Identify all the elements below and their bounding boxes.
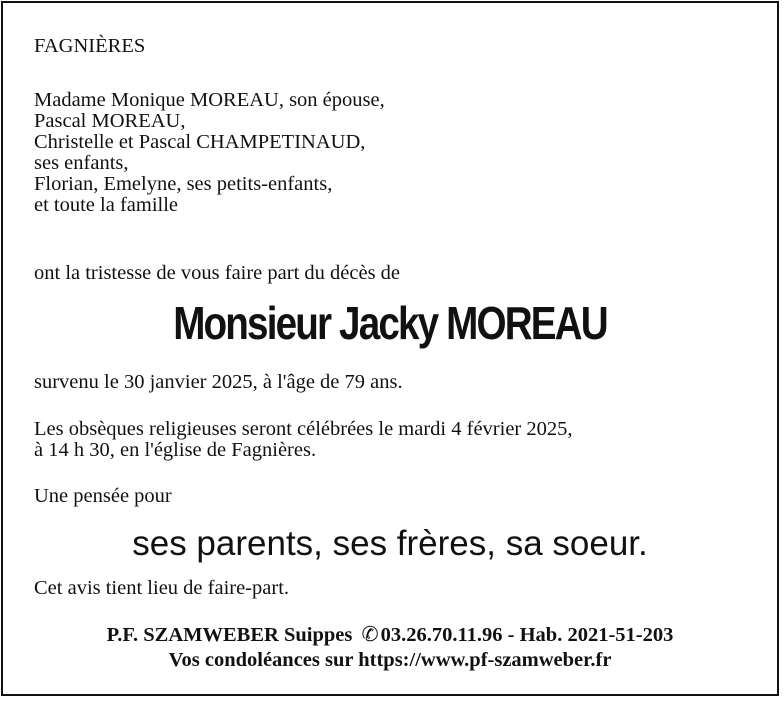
family-line: Christelle et Pascal CHAMPETINAUD, <box>34 131 366 153</box>
family-line: Pascal MOREAU, <box>34 110 186 132</box>
company-name: P.F. SZAMWEBER Suippes <box>106 624 353 646</box>
family-line: Florian, Emelyne, ses petits-enfants, <box>34 173 333 195</box>
funeral-home-footer <box>3 623 777 673</box>
thought-intro: Une pensée pour <box>34 485 172 507</box>
funeral-info <box>34 419 573 461</box>
family-list <box>34 90 385 216</box>
deceased-name: Monsieur Jacky MOREAU <box>173 297 607 349</box>
town-heading: FAGNIÈRES <box>34 35 146 57</box>
telephone-icon: ✆ <box>361 624 379 646</box>
funeral-line: à 14 h 30, en l'église de Fagnières. <box>34 439 317 461</box>
obituary-notice <box>1 1 779 696</box>
announcement-text: ont la tristesse de vous faire part du décès de <box>34 262 401 284</box>
avis-text: Cet avis tient lieu de faire-part. <box>34 577 290 599</box>
family-line: ses enfants, <box>34 152 129 174</box>
condolences-line: Vos condoléances sur https://www.pf-szamweber.fr <box>168 649 612 671</box>
thought-for: ses parents, ses frères, sa soeur. <box>132 524 648 563</box>
funeral-line: Les obsèques religieuses seront célébrées le mardi 4 février 2025, <box>34 418 573 440</box>
death-info: survenu le 30 janvier 2025, à l'âge de 79 ans. <box>34 371 403 393</box>
footer-contact-line <box>3 623 777 648</box>
phone-number: 03.26.70.11.96 - Hab. 2021-51-203 <box>380 624 674 646</box>
family-line: et toute la famille <box>34 194 179 216</box>
family-line: Madame Monique MOREAU, son épouse, <box>34 89 385 111</box>
